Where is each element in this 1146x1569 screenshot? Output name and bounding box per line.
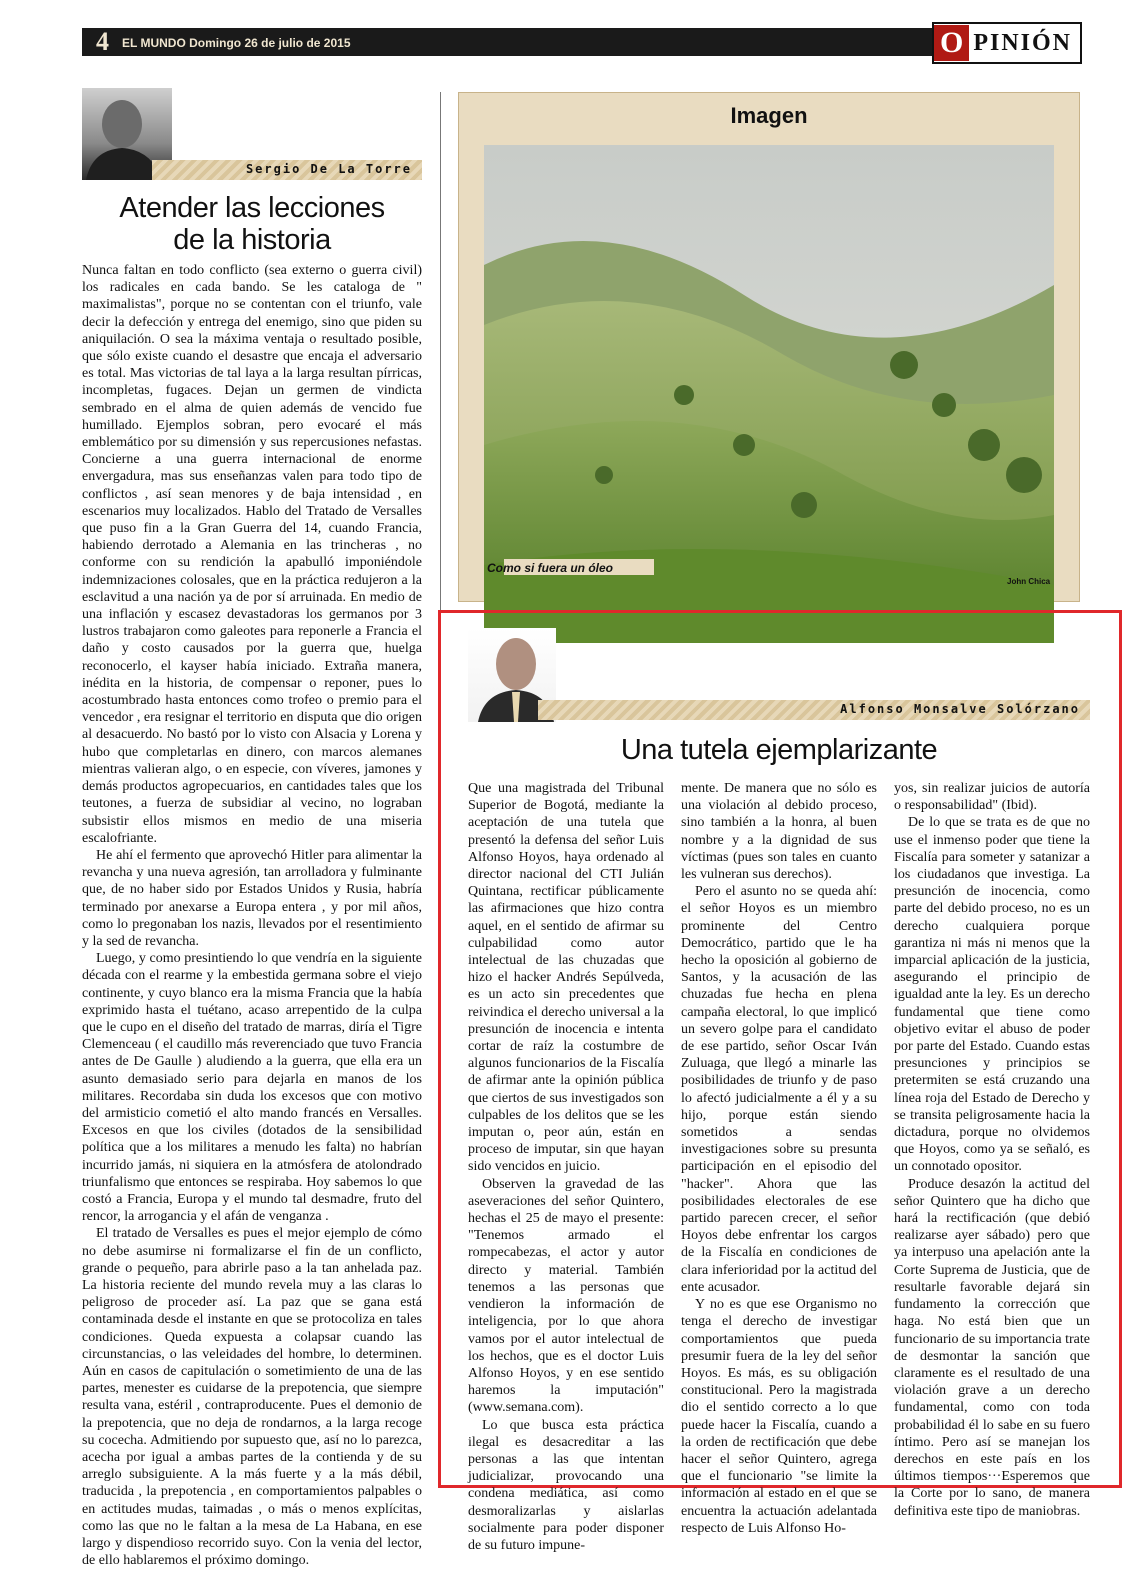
headline-line2: de la historia: [173, 224, 331, 256]
article2-byline: [468, 628, 1090, 724]
photo-frame: [484, 145, 1054, 653]
paragraph: Nunca faltan en todo conflicto (sea externo o guerra civil) los radicales en cada bando. Se les cataloga de " maximalistas", porque no se contentan con el triunfo, vale decir la defección y entrega del enemigo, sino que piden su aniquilación. O sea la máxima ventaja o resultado posible, que sólo existe cuando el desastre que encaja el adversario es total. Mas victorias de tal laya a la larga resultan pírricas, incompletas, fugaces. Dejan un germen de vindicta sembrado en el alma de quien además de vencido fue humillado. Ejemplos sobran, pero evocaré el más emblemático por su dimensión y sus repercusiones nefastas. Concierne a una guerra internacional de enorme envergadura, mas sus enseñanzas valen para todo tipo de conflictos , así sean menores y de baja intensidad , en escenarios muy localizados. Hablo del Tratado de Versalles que puso fin a la Gran Guerra del 14, cuando Francia, habiendo derrotado a Alemania en las trincheras , no conforme con su rendición la apabulló imponiéndole indemnizaciones colosales, que en la práctica redujeron a la esclavitud a una nación ya de por sí arruinada. En medio de una inflación y escasez devastadoras los germanos por 3 lustros trabajaron como galeotes para reponerle a Francia el daño y costo causados por la guerra que, huelga reconocerlo, el kayser había iniciado. Extraña manera, inédita en la historia, de compensar o reponer, pues lo acostumbrado hasta entonces como trofeo o premio para el vencedor , era resignar el territorio en disputa que dio origen al desacuerdo. No bastó por lo visto con Alsacia y Lorena y hubo que completarlas en dinero, con marcos alemanes mientras valieran algo, o en especie, con víveres, jamones y demás productos agropecuarios, en cantidades tales que los teutones, a fuerza de subsidiar al vecino, no lograban subsistir ellos mismos en medio de una miseria escalofriante.: [82, 263, 422, 846]
paragraph: He ahí el fermento que aprovechó Hitler para alimentar la revancha y una nueva agresión, tan arrolladora y fulminante que, de no haber sido por Estados Unidos y Rusia, habría terminado por anexarse a Europa entera , y por mil años, como lo pregonaban los nazis, llevados por el resentimiento y la sed de revancha.: [82, 847, 422, 949]
author-name: Sergio De La Torre: [245, 162, 412, 176]
paragraph: Luego, y como presintiendo lo que vendría en la siguiente década con el rearme y la embestida germana sobre el viejo continente, y cuyo blanco era la misma Francia que la había exprimido hasta el tuétano, acaso arrepentido de la culpa que le cupo en el diseño del tratado de marras, diría el Tigre Clemenceau ( el caudillo más reverenciado que tuvo Francia antes de De Gaulle ) aludiendo a la guerra, que ella era un asunto demasiado serio para dejarla en manos de los militares. Recordaba sin duda los excesos que con motivo del armisticio cometió el alto mando francés en Versalles. Excesos en que los civiles (dotados de la sensibilidad política que a los militares a menudo les falta) no habrían incurrido jamás, ni siquiera en la atmósfera de atolondrado triunfalismo que entonces se respiraba. Hoy sabemos lo que costó a Francia, Europa y el mundo tal desmadre, fruto del rencor, la arrogancia y el afán de venganza .: [82, 951, 422, 1225]
paragraph: Y no es que ese Organismo no tenga el derecho de investigar comportamientos que pueda presumir fuera de la ley del señor Hoyos. Es más, es su obligación constitucional. Pero la magistrada dio el sentido correcto a lo que puede hacer la Fiscalía, cuando a la orden de rectificación que debe hacer el señor Quintero, agrega que el funcionario "se limite la información al estado en el que se encuentra la actuación adelantada respecto de Luis Alfonso Ho-: [681, 1297, 877, 1536]
page-header: [82, 26, 1082, 59]
paragraph: Produce desazón la actitud del señor Quintero que ha dicho que hará la rectificación (que debió realizarse ayer sábado) pero que ya interpuso una apelación ante la Corte Suprema de Justicia, que de resultarle favorable dejará sin fundamento la corrección que haga. No está bien que un funcionario de su importancia trate de desmontar la sanción que claramente es el resultado de una violación grave a un derecho fundamental, como con toda probabilidad él lo sabe en su fuero íntimo. Pero así se manejan los derechos en este país en los últimos tiempos···Esperemos que la Corte por lo sano, de manera definitiva este tipo de maniobras.: [894, 1176, 1090, 1519]
image-box: [458, 92, 1080, 602]
paragraph: El tratado de Versalles es pues el mejor ejemplo de cómo no debe asumirse ni formalizarse el fin de un conflicto, grande o pequeño, para abrirle paso a la tan anhelada paz. La historia reciente del mundo revela muy a las claras lo peligroso de proceder así. La paz que se gana está contaminada desde el instante en que se protocoliza en tales condiciones. Queda expuesta a colapsar cuando las circunstancias, o las veleidades del hombre, lo determinen. Aún en casos de capitulación o sometimiento de una de las partes, menester es cuidarse de la prepotencia, que siempre resulta vana, estéril , contraproducente. Pues el demonio de la prepotencia, que no deja de rondarnos, a la larga recoge su cocecha. Admitiendo por supuesto que, así no lo parezca, acecha por igual a ambas partes de la contienda y de su arreglo subsiguiente. A la más fuerte y a la más débil, traducida , la prepotencia , en comportamientos palpables o en actitudes mudas, taimadas , o más o menos explícitas, como las que no le faltan a la mesa de La Habana, en ese largo y dispendioso recorrido suyo. Con la venia del lector, de ello hablaremos el próximo domingo.: [82, 1226, 422, 1569]
author-name: Alfonso Monsalve Solórzano: [840, 702, 1080, 716]
article2-col1: [468, 780, 664, 1553]
article1-headline: [82, 192, 422, 256]
article2-col3: [894, 780, 1090, 1519]
image-box-title: Imagen: [730, 103, 808, 128]
paragraph: Observen la gravedad de las aseveraciones del señor Quintero, hechas el 25 de mayo el presente: "Tenemos armado el rompecabezas, el actor y autor directo y material. También tenemos a las personas que vendieron la información de inteligencia, por lo que ahora vamos por el autor intelectual de los hechos, que es el doctor Luis Alfonso Hoyos, y en ese sentido haremos la imputación" (www.semana.com).: [468, 1176, 664, 1416]
paragraph: Pero el asunto no se queda ahí: el señor Hoyos es un miembro prominente del Centro Democrático, partido que le ha hecho la oposición al gobierno de Santos, y la acusación de las chuzadas fue hecha en plena campaña electoral, lo que implicó un severo golpe para el candidato de ese partido, señor Oscar Iván Zuluaga, que llegó a minarle las posibilidades de triunfo y de paso lo afectó judicialmente a él y a su hijo, porque están siendo sometidos a sendas investigaciones sobre su presunta participación en el episodio del "hacker". Ahora que las posibilidades electorales de ese partido parecen crecer, el señor Hoyos debe enfrentar los cargos de la Fiscalía en condiciones de clara inferioridad por la actitud del ente acusador.: [681, 884, 877, 1295]
byline-bar: [152, 160, 422, 180]
photo-credit: John Chica: [1007, 577, 1051, 586]
headline-line1: Atender las lecciones: [119, 192, 385, 224]
paragraph: yos, sin realizar juicios de autoría o responsabilidad" (Ibid).: [894, 781, 1090, 814]
paragraph: mente. De manera que no sólo es una violación al debido proceso, sino también a la honra, al buen nombre y a la dignidad de sus víctimas (pues son tales en cuanto les vulneran sus derechos).: [681, 781, 877, 883]
page-number: 4: [96, 27, 109, 56]
article1-byline: [82, 88, 422, 184]
article2-col2: [681, 780, 877, 1536]
article1-body: [82, 262, 422, 1569]
paper-info: EL MUNDO Domingo 26 de julio de 2015: [122, 36, 351, 50]
section-label: [932, 22, 1082, 64]
paragraph: Lo que busca esta práctica ilegal es desacreditar a las personas a las que intentan judicializar, provocando una condena mediática, así como desmoralizarlas y aislarlas socialmente para poder disponer de su futuro impune-: [468, 1417, 664, 1553]
section-initial: O: [934, 25, 969, 61]
paragraph: De lo que se trata es de que no use el inmenso poder que tiene la Fiscalía para someter y satanizar a los ciudadanos que investiga. La presunción de inocencia, como parte del debido proceso, no es un derecho cualquiera porque garantiza ni más ni menos que la imparcial aplicación de la justicia, asegurando el principio de igualdad ante la ley. Es un derecho fundamental que tiene como objetivo evitar el abuso de poder por parte del Estado. Cuando estas presunciones y principios se pretermiten se está cruzando una línea roja del Estado de Derecho y se transita peligrosamente hacia la dictadura, porque no olvidemos que Hoyos, como ya se señaló, es un connotado opositor.: [894, 815, 1090, 1175]
section-name: PINIÓN: [973, 29, 1072, 56]
photo-caption: Como si fuera un óleo: [487, 561, 614, 575]
paragraph: Que una magistrada del Tribunal Superior de Bogotá, mediante la aceptación de una tutela que presentó la defensa del señor Luis Alfonso Hoyos, haya ordenado al director nacional del CTI Julián Quintana, rectificar públicamente las afirmaciones que hizo contra aquel, en el sentido de afirmar su culpabilidad como autor intelectual de las chuzadas que hizo el hacker Andrés Sepúlveda, es un acto sin precedentes que reivindica el derecho universal a la presunción de inocencia e intenta cortar de raíz la costumbre de algunos funcionarios de la Fiscalía de afirmar ante la opinión pública que ciertos de sus investigados son culpables de los delitos que se les imputan o, peor aún, están en proceso de imputar, sin que hayan sido vencidos en juicio.: [468, 781, 664, 1175]
article2-headline: Una tutela ejemplarizante: [620, 734, 938, 766]
byline-bar: [538, 700, 1090, 720]
